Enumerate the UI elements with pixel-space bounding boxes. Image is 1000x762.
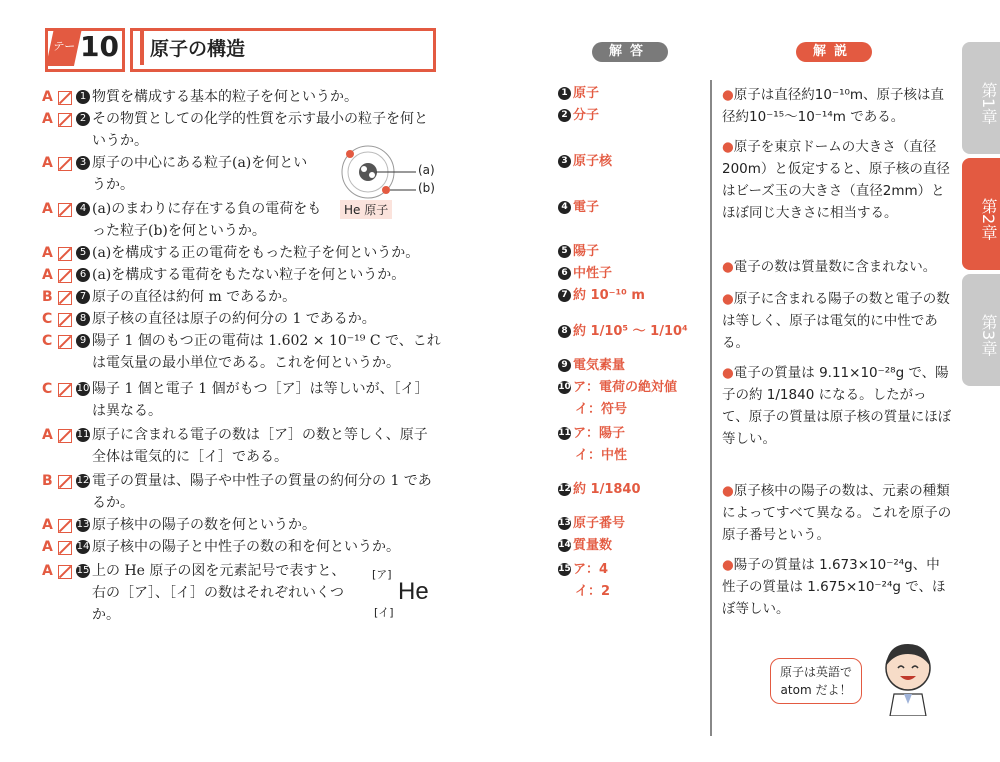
- explanation-item: ●原子を東京ドームの大きさ（直径200m）と仮定すると、原子核の直径はビーズ玉の大きさ（直径2mm）とほぼ同じ大きさに相当する。: [722, 139, 950, 221]
- question-number: 10: [76, 383, 90, 394]
- question-number: 7: [76, 290, 90, 304]
- level-badge: A: [42, 267, 53, 283]
- question-item: [0, 286, 440, 308]
- checkbox-icon[interactable]: [58, 429, 72, 443]
- theme-number: 10: [80, 30, 119, 63]
- question-number: 6: [76, 268, 90, 282]
- question-text: 陽子 1 個と電子 1 個がもつ［ア］は等しいが、［イ］は異なる。: [92, 381, 429, 419]
- question-number: 1: [76, 90, 90, 104]
- nucleus-icon: [359, 163, 377, 181]
- answer-item: 14 質量数: [558, 538, 613, 553]
- question-text: 電子の質量は、陽子や中性子の質量の約何分の 1 であるか。: [92, 473, 432, 511]
- checkbox-icon[interactable]: [58, 475, 72, 489]
- tab-chapter-3[interactable]: 第3章: [962, 274, 1000, 386]
- question-number: 5: [76, 246, 90, 260]
- answer-item: 2 分子: [558, 106, 599, 126]
- question-number: 11: [76, 429, 90, 440]
- checkbox-icon[interactable]: [58, 335, 72, 349]
- level-badge: A: [42, 111, 53, 127]
- explanation-item: ●原子は直径約10⁻¹⁰m、原子核は直径約10⁻¹⁵～10⁻¹⁴m である。: [722, 87, 945, 125]
- level-badge: A: [42, 563, 53, 579]
- question-text: 原子核中の陽子と中性子の数の和を何というか。: [92, 539, 400, 555]
- question-text: その物質としての化学的性質を示す最小の粒子を何というか。: [92, 111, 428, 149]
- level-badge: A: [42, 427, 53, 443]
- explanation-item: ●原子に含まれる陽子の数と電子の数は等しく、原子は電気的に中性である。: [722, 291, 950, 351]
- answer-item: 15 ア：4: [558, 562, 609, 577]
- question-number: 12: [76, 475, 90, 486]
- teacher-character-icon: [876, 638, 940, 716]
- symbol-slot-a: [ア]: [372, 568, 392, 581]
- question-number: 14: [76, 541, 90, 552]
- checkbox-icon[interactable]: [58, 157, 72, 171]
- question-number: 13: [76, 519, 90, 530]
- diagram-label-a: (a): [418, 163, 435, 177]
- checkbox-icon[interactable]: [58, 519, 72, 533]
- question-number: 3: [76, 156, 90, 170]
- answer-item: 3 原子核: [558, 152, 612, 172]
- explanation-item: ●原子核中の陽子の数は、元素の種類によってすべて異なる。これを原子の原子番号という。: [722, 483, 952, 543]
- page-title: 原子の構造: [150, 38, 246, 60]
- symbol-slot-i: [イ]: [374, 606, 394, 619]
- question-item: [0, 86, 440, 108]
- explanation-item: ●電子の数は質量数に含まれない。: [722, 259, 937, 275]
- question-text: (a)のまわりに存在する負の電荷をもった粒子(b)を何というか。: [92, 201, 322, 239]
- title-accent-bar: [140, 30, 144, 65]
- question-item: [0, 264, 440, 286]
- answer-item: 10 ア：電荷の絶対値: [558, 380, 678, 395]
- question-number: 2: [76, 112, 90, 126]
- answer-item: イ：符号: [575, 402, 628, 417]
- level-badge: C: [42, 381, 53, 397]
- question-item: [0, 308, 440, 330]
- level-badge: A: [42, 539, 53, 555]
- explanation-heading: 解説: [796, 42, 872, 62]
- explanation-item: ●陽子の質量は 1.673×10⁻²⁴g、中性子の質量は 1.675×10⁻²⁴g で、ほぼ等しい。: [722, 557, 946, 617]
- question-number: 4: [76, 202, 90, 216]
- answer-item: 7 約 10⁻¹⁰ m: [558, 286, 645, 306]
- checkbox-icon[interactable]: [58, 269, 72, 283]
- diagram-caption: He 原子: [340, 200, 392, 219]
- question-text: 原子の中心にある粒子(a)を何というか。: [92, 155, 308, 193]
- speech-bubble: 原子は英語で atom だよ！: [770, 658, 862, 704]
- question-text: 原子核の直径は原子の約何分の 1 であるか。: [92, 311, 376, 327]
- checkbox-icon[interactable]: [58, 565, 72, 579]
- question-text: 原子核中の陽子の数を何というか。: [92, 517, 316, 533]
- question-item: [0, 536, 440, 558]
- checkbox-icon[interactable]: [58, 203, 72, 217]
- answer-item: イ：中性: [575, 448, 628, 463]
- question-number: 9: [76, 334, 90, 348]
- diagram-label-b: (b): [418, 181, 435, 195]
- proton-icon: [361, 166, 367, 172]
- electron-icon: [382, 186, 390, 194]
- checkbox-icon[interactable]: [58, 247, 72, 261]
- level-badge: C: [42, 333, 53, 349]
- answer-item: 9 電気素量: [558, 356, 625, 376]
- checkbox-icon[interactable]: [58, 383, 72, 397]
- level-badge: A: [42, 517, 53, 533]
- question-text: 上の He 原子の図を元素記号で表すと、右の［ア］、［イ］の数はそれぞれいくつか。: [92, 563, 346, 623]
- checkbox-icon[interactable]: [58, 113, 72, 127]
- explanation-item: ●電子の質量は 9.11×10⁻²⁸g で、陽子の約 1/1840 になる。したがって、原子の質量は原子核の質量にほぼ等しい。: [722, 365, 952, 447]
- question-text: 原子に含まれる電子の数は［ア］の数と等しく、原子全体は電気的に［イ］である。: [92, 427, 428, 465]
- question-item: [0, 470, 440, 514]
- question-item: [0, 242, 440, 264]
- answer-item: 5 陽子: [558, 242, 599, 262]
- answer-item: 12 約 1/1840: [558, 482, 641, 497]
- proton-icon: [369, 172, 375, 178]
- question-item: [0, 514, 440, 536]
- level-badge: A: [42, 245, 53, 261]
- answer-item: 11 ア：陽子: [558, 426, 626, 441]
- tab-chapter-2[interactable]: 第2章: [962, 158, 1000, 270]
- question-text: (a)を構成する正の電荷をもった粒子を何というか。: [92, 245, 420, 261]
- question-item: [0, 330, 440, 374]
- level-badge: A: [42, 89, 53, 105]
- question-number: 8: [76, 312, 90, 326]
- question-text: (a)を構成する電荷をもたない粒子を何というか。: [92, 267, 406, 283]
- question-text: 原子の直径は約何 m であるか。: [92, 289, 297, 305]
- answer-heading: 解答: [592, 42, 668, 62]
- column-divider: [710, 80, 712, 736]
- question-text: 物質を構成する基本的粒子を何というか。: [92, 89, 358, 105]
- answer-item: イ：2: [575, 584, 611, 599]
- electron-icon: [346, 150, 354, 158]
- element-symbol: He: [398, 578, 429, 605]
- level-badge: B: [42, 289, 53, 305]
- level-badge: C: [42, 311, 53, 327]
- question-item: [0, 378, 440, 422]
- answer-item: 1 原子: [558, 84, 599, 104]
- checkbox-icon[interactable]: [58, 541, 72, 555]
- checkbox-icon[interactable]: [58, 313, 72, 327]
- answer-item: 4 電子: [558, 198, 599, 218]
- level-badge: A: [42, 155, 53, 171]
- level-badge: A: [42, 201, 53, 217]
- question-number: 15: [76, 565, 90, 576]
- answer-item: 13 原子番号: [558, 516, 626, 531]
- theme-tag: テーマ: [46, 28, 82, 66]
- question-item: [0, 424, 440, 468]
- tab-chapter-1[interactable]: 第1章: [962, 42, 1000, 154]
- checkbox-icon[interactable]: [58, 91, 72, 105]
- checkbox-icon[interactable]: [58, 291, 72, 305]
- answer-item: 6 中性子: [558, 264, 612, 284]
- level-badge: B: [42, 473, 53, 489]
- answer-item: 8 約 1/10⁵ ～ 1/10⁴: [558, 322, 688, 342]
- question-text: 陽子 1 個のもつ正の電荷は 1.602 × 10⁻¹⁹ C で、これは電気量の最小単位である。これを何というか。: [92, 333, 441, 371]
